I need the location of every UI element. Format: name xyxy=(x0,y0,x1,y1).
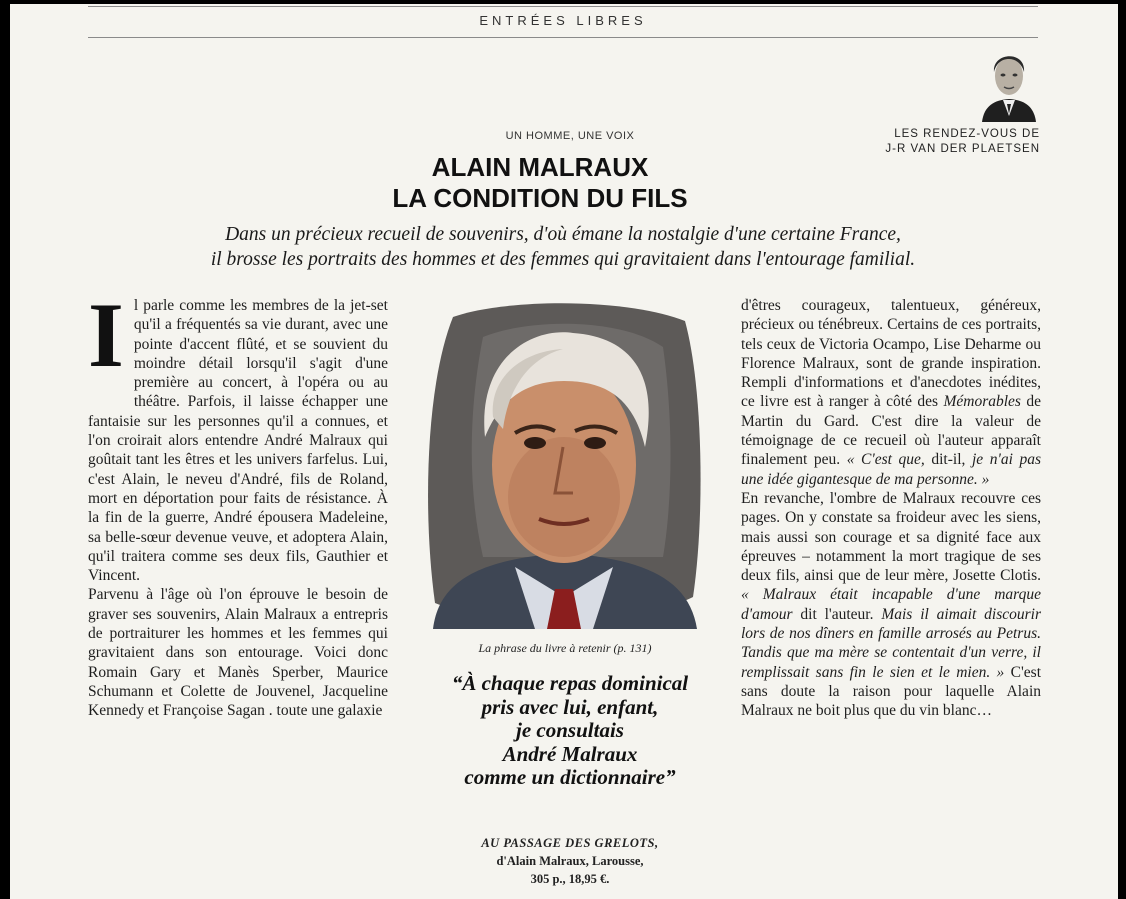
article-dek xyxy=(88,222,1038,272)
book-author: d'Alain Malraux, Larousse, xyxy=(496,854,644,868)
header-rule-top xyxy=(88,6,1038,7)
quote-line-3: je consultais xyxy=(516,718,624,742)
paragraph-2: Parvenu à l'âge où l'on éprouve le besoin de graver ses souvenirs, Alain Malraux a entrepris de portraiturer les hommes et les femmes qui gravitaient dans son entourage. Voici donc Romain Gary et Manès Sperber, Maurice Schumann et Colette de Jouvenel, Jacqueline Kennedy et Françoise Sagan . toute une galaxie xyxy=(88,586,388,720)
paragraph-3-text-b: de Martin du Gard. C'est dire la valeur de témoignage de ce recueil où l'auteur apparaît finalement peu. xyxy=(741,393,1041,469)
paragraph-4 xyxy=(741,489,1041,721)
quote-line-1: “À chaque repas dominical xyxy=(451,671,689,695)
drop-cap: I xyxy=(88,284,124,386)
headline-line-1: ALAIN MALRAUX xyxy=(431,152,649,182)
pull-quote xyxy=(405,672,735,790)
pull-quote-caption: La phrase du livre à retenir (p. 131) xyxy=(478,641,652,655)
columnist-line-2: J-R VAN DER PLAETSEN xyxy=(885,143,1040,155)
right-edge xyxy=(1118,0,1126,899)
paragraph-4-text: En revanche, l'ombre de Malraux recouvre ces pages. On y constate sa froideur avec les siens, mais aussi son courage et sa dignité face aux épreuves – notamment la mort tragique de ses deux fils, ainsi que de leur mère, Josette Clotis. xyxy=(741,489,1041,585)
paragraph-4-ending: C'est sans doute la raison pour laquelle Alain Malraux ne boit plus que du vin blanc… xyxy=(741,663,1042,720)
article-column-3 xyxy=(741,296,1041,721)
article-column-1 xyxy=(88,284,388,721)
book-details: 305 p., 18,95 €. xyxy=(530,872,610,886)
paragraph-3-text-a: d'êtres courageux, talentueux, généreux, précieux ou ténébreux. Certains de ces portraits, tels ceux de Victoria Ocampo, Lise Deharme ou Florence Malraux, sont de grande inspiration. Rempli d'informations et d'anecdotes inédites, ce livre est à ranger à côté des xyxy=(741,297,1041,411)
paragraph-1-text: l parle comme les membres de la jet-set qu'il a fréquentés sa vie durant, avec une pointe d'accent flûté, et se souvient du moindre détail lorsqu'il s'agit d'une première au concert, à l'opéra ou au théâtre. Parfois, il laisse échapper une fantaisie sur les personnes qu'il a connues, et l'on croirait alors entendre André Malraux qui goûtait tant les êtres et les univers farfelus. Lui, c'est Alain, le neveu d'André, fils de Roland, mort en déportation pour faits de résistance. À la fin de la guerre, André épousera Madeleine, sa belle-sœur devenue veuve, et adoptera Alain, qu'il traitera comme ses deux fils, Gauthier et Vincent. xyxy=(88,297,388,585)
author-portrait-painting xyxy=(423,297,705,629)
columnist-line-1: LES RENDEZ-VOUS DE xyxy=(894,128,1040,140)
quote-line-2: pris avec lui, enfant, xyxy=(481,694,659,719)
columnist-credit xyxy=(885,127,1040,157)
top-edge xyxy=(0,0,1126,4)
paragraph-3 xyxy=(741,296,1041,489)
article-headline xyxy=(240,152,840,214)
quote-1-open: « C'est que, xyxy=(846,451,925,469)
quote-2-attribution: dit l'auteur. xyxy=(800,605,874,623)
quote-1-rest: je n'ai pas une idée gigantesque de ma personne. » xyxy=(741,451,1042,488)
left-edge xyxy=(0,0,10,899)
paragraph-1 xyxy=(88,284,388,585)
quote-line-5: comme un dictionnaire” xyxy=(464,765,676,789)
dek-line-2: il brosse les portraits des hommes et des femmes qui gravitaient dans l'entourage familial. xyxy=(210,249,916,270)
section-rubric: ENTRÉES LIBRES xyxy=(479,13,647,28)
quote-1-attribution: dit-il, xyxy=(931,451,966,469)
book-reference: Mémorables xyxy=(943,393,1021,411)
article-kicker: UN HOMME, UNE VOIX xyxy=(505,130,635,142)
quote-line-4: André Malraux xyxy=(502,741,638,766)
book-title: AU PASSAGE DES GRELOTS, xyxy=(481,836,659,850)
header-rule-bottom xyxy=(88,37,1038,38)
quote-2-part-a: « Malraux était incapable d'une marque d'amour xyxy=(741,586,1041,623)
quote-2-part-b: Mais il aimait discourir lors de nos dîners en famille arrosés au Petrus. Tandis que ma mère se contentait d'un verre, il remplissait sans fin le sien et le mien. » xyxy=(741,605,1041,681)
dek-line-1: Dans un précieux recueil de souvenirs, d'où émane la nostalgie d'une certaine France, xyxy=(225,224,901,245)
headline-line-2: LA CONDITION DU FILS xyxy=(392,183,688,213)
columnist-portrait xyxy=(976,42,1042,122)
